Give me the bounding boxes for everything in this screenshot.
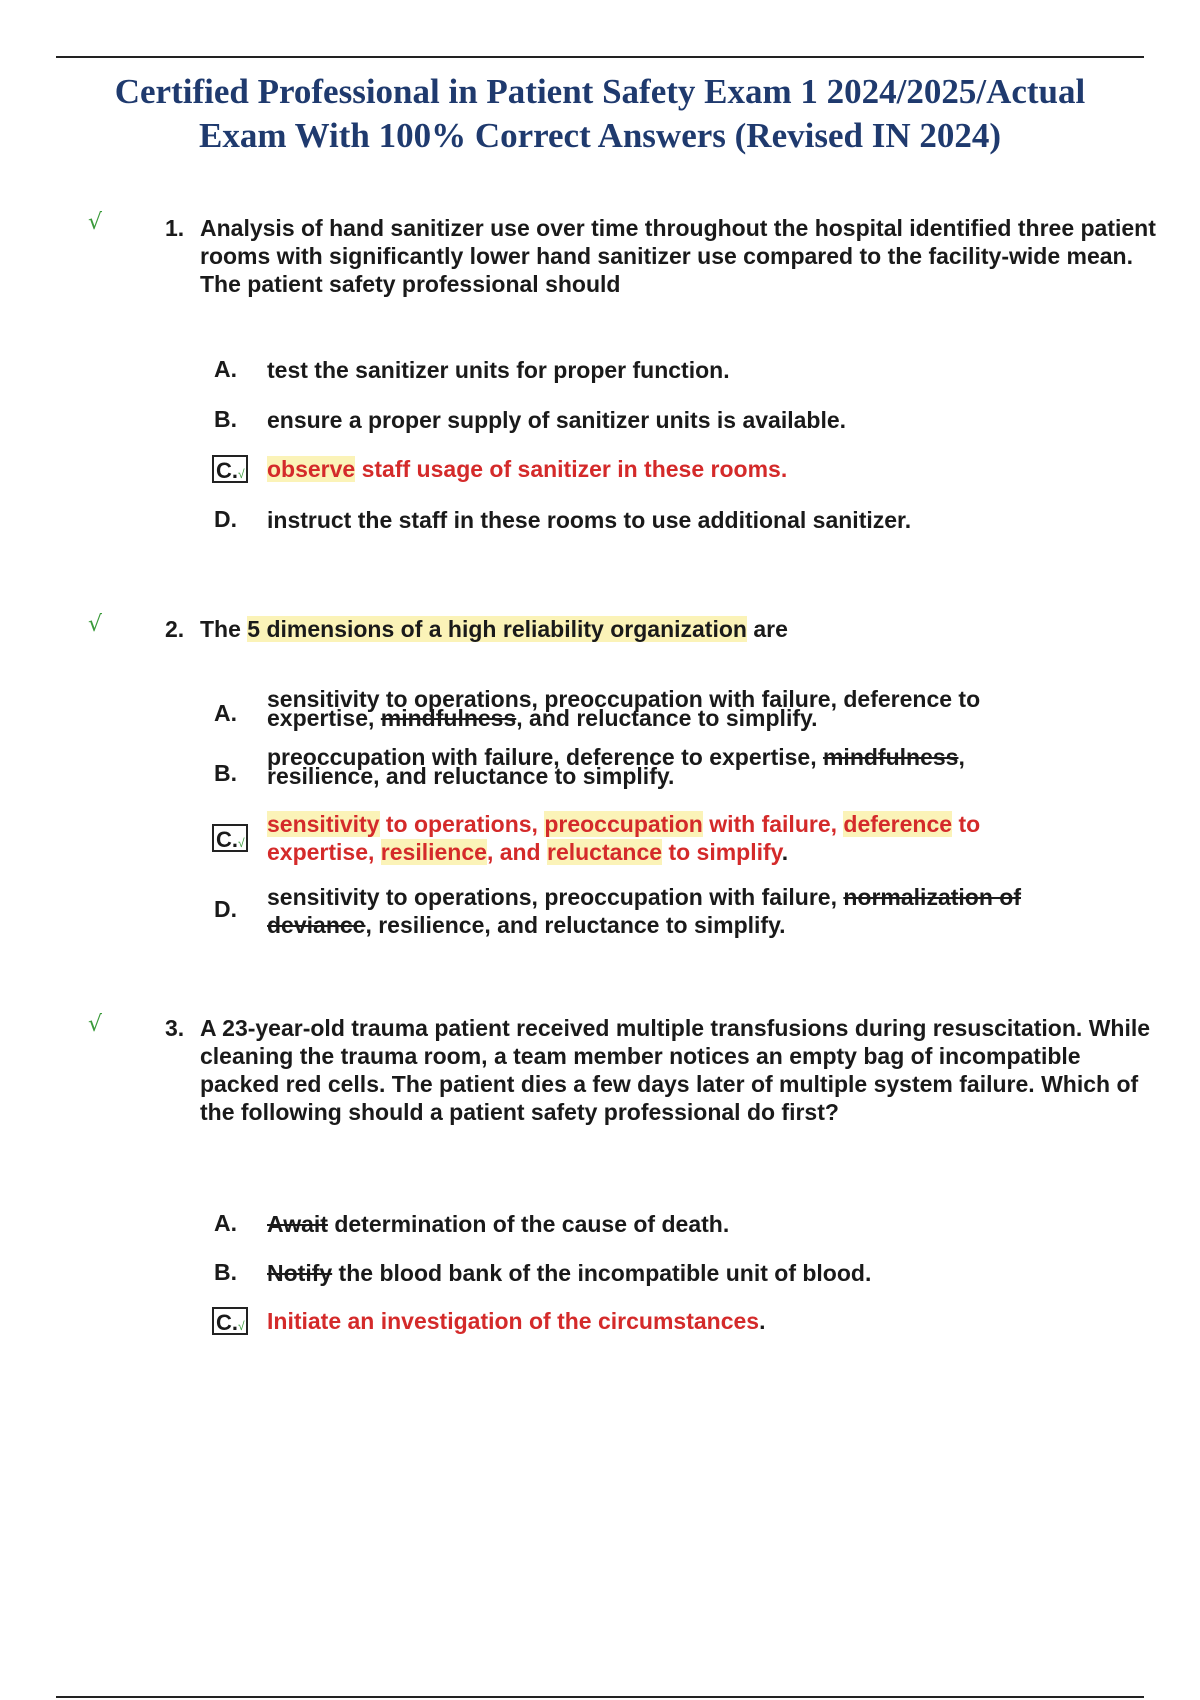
option-text: sensitivity to operations, preoccupation with failure, deference to expertise, mindfulness, and reluctance to simplify. bbox=[267, 686, 981, 731]
check-mark-icon: √ bbox=[238, 1319, 245, 1333]
option-letter: B. bbox=[214, 406, 237, 432]
question-number: 2. bbox=[165, 616, 185, 642]
page-title bbox=[100, 70, 1100, 158]
correct-option-text: observe staff usage of sanitizer in these rooms. bbox=[267, 456, 788, 482]
question-text: The 5 dimensions of a high reliability organization are bbox=[200, 616, 788, 642]
title-line-1: Certified Professional in Patient Safety Exam 1 2024/2025/Actual bbox=[114, 72, 1086, 111]
question-text: A 23-year-old trauma patient received multiple transfusions during resuscitation. While cleaning the trauma room, a team member notices an empty bag of incompatible packed red cells. The patient dies a few days later of multiple system failure. Which of the following should a patient safety professional do first? bbox=[200, 1015, 1151, 1125]
option-text: test the sanitizer units for proper function. bbox=[267, 357, 730, 383]
question-number: 1. bbox=[165, 215, 185, 241]
option-letter: A. bbox=[214, 700, 237, 726]
title-line-2: Exam With 100% Correct Answers (Revised IN 2024) bbox=[198, 116, 1002, 155]
correct-answer-box: C.√ bbox=[212, 1307, 248, 1335]
option-text: preoccupation with failure, deference to expertise, mindfulness, resilience, and reluctance to simplify. bbox=[267, 744, 965, 789]
option-text: Notify the blood bank of the incompatible unit of blood. bbox=[267, 1260, 872, 1286]
option-text: sensitivity to operations, preoccupation with failure, normalization of deviance, resilience, and reluctance to simplify. bbox=[267, 884, 1021, 938]
option-letter: A. bbox=[214, 1210, 237, 1236]
option-letter: D. bbox=[214, 896, 237, 922]
check-mark-icon: √ bbox=[88, 612, 103, 637]
check-mark-icon: √ bbox=[88, 210, 103, 235]
correct-answer-box: C.√ bbox=[212, 455, 248, 483]
option-text: ensure a proper supply of sanitizer units is available. bbox=[267, 407, 847, 433]
correct-answer-box: C.√ bbox=[212, 824, 248, 852]
option-text: Await determination of the cause of death. bbox=[267, 1211, 730, 1237]
option-letter: A. bbox=[214, 356, 237, 382]
option-text: instruct the staff in these rooms to use additional sanitizer. bbox=[267, 507, 912, 533]
bottom-rule bbox=[56, 1696, 1144, 1698]
correct-option-text: Initiate an investigation of the circumstances. bbox=[267, 1308, 766, 1334]
option-letter: B. bbox=[214, 760, 237, 786]
option-letter: B. bbox=[214, 1259, 237, 1285]
correct-option-text: sensitivity to operations, preoccupation with failure, deference to expertise, resilience, and reluctance to simplify. bbox=[267, 811, 981, 865]
question-number: 3. bbox=[165, 1015, 185, 1041]
check-mark-icon: √ bbox=[88, 1012, 103, 1037]
check-mark-icon: √ bbox=[238, 836, 245, 850]
question-text: Analysis of hand sanitizer use over time throughout the hospital identified three patient rooms with significantly lower hand sanitizer use compared to the facility-wide mean. The patient safety professional should bbox=[200, 215, 1156, 297]
check-mark-icon: √ bbox=[238, 467, 245, 481]
top-rule bbox=[56, 56, 1144, 58]
option-letter: D. bbox=[214, 506, 237, 532]
